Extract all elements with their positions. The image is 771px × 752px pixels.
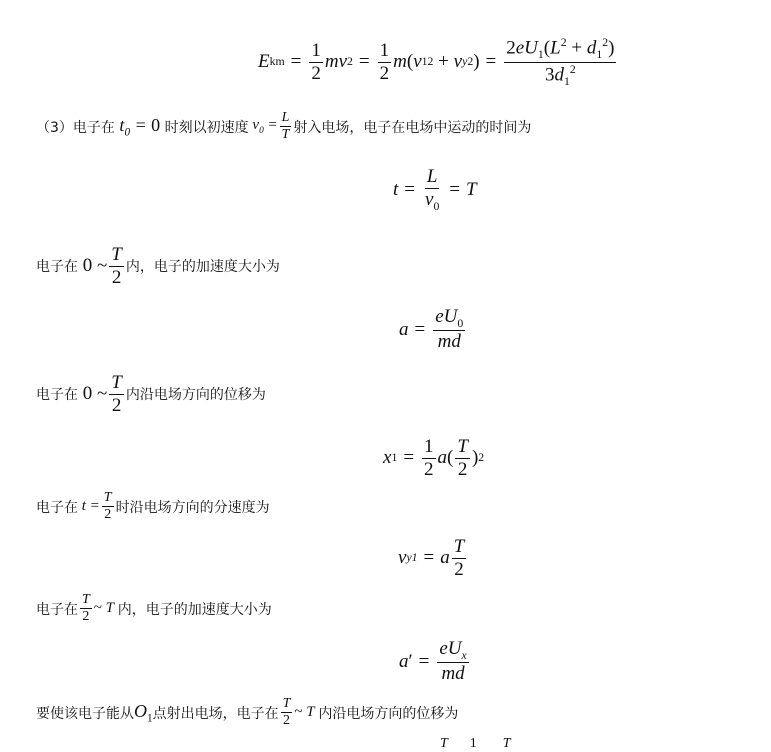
equation-displacement-x1: x 1 = $\frac{1}{2}$ a ( $\frac{T}{2}$ ) 2 (383, 436, 485, 480)
symbol-t0: $t_0 = 0$ (114, 114, 161, 139)
fraction-L-over-v0: $\frac{L}{v_0}$ (425, 166, 440, 213)
symbol-v0-eq: $v_0$ = (248, 117, 278, 137)
fraction-half: $\frac{1}{2}$ (379, 39, 390, 84)
text-segment: 射入电场，电子在电场中运动的时间为 (293, 119, 532, 136)
paragraph-part3 (36, 110, 531, 143)
text-segment: 内，电子的加速度大小为 (117, 601, 272, 618)
symbol-t-eq: t = (78, 498, 100, 515)
paragraph-velocity-at-half-T (36, 490, 270, 523)
symbol-tilde-T: ~ T (294, 704, 315, 721)
fraction-T-over-2: $\frac{T}{2}$ (282, 696, 291, 729)
fraction-half: $\frac{1}{2}$ (311, 39, 321, 84)
text-segment: 内，电子的加速度大小为 (125, 259, 280, 276)
equation-velocity-vy1: v y1 = a $\frac{T}{2}$ (398, 536, 465, 580)
fraction-T-over-2: $\frac{T}{2}$ (111, 244, 122, 288)
text-segment: 电子在 (36, 499, 78, 516)
text-segment: 电子在 (36, 601, 78, 618)
equation-acceleration-prime: a ′ = $\frac{eU_x}{md}$ (399, 638, 467, 685)
equation-acceleration: a = $\frac{eU_0}{md}$ (399, 306, 464, 353)
fraction-eUx-over-md: $\frac{eU_x}{md}$ (439, 638, 467, 685)
fraction-half: $\frac{1}{2}$ (424, 436, 434, 480)
fraction-T-over-2: $\frac{T}{2}$ (453, 536, 465, 580)
text-segment: 电子在 (36, 259, 78, 276)
text-segment: 内沿电场方向的位移为 (125, 387, 266, 404)
symbol-zero-tilde: 0 ~ (78, 383, 108, 405)
text-segment: 电子在 (72, 119, 115, 136)
symbol-tilde-T: ~ T (93, 600, 115, 617)
text-segment: 时刻以初速度 (164, 119, 249, 136)
fraction-T-over-2: $\frac{T}{2}$ (82, 592, 90, 625)
equation-time: t = $\frac{L}{v_0}$ = T (393, 166, 477, 213)
fraction-L-over-T: $\frac{L}{T}$ (281, 110, 290, 143)
text-segment: 要使该电子能从 (36, 705, 134, 722)
fraction-T-over-2: $\frac{T}{2}$ (103, 490, 112, 523)
symbol-zero-tilde: 0 ~ (78, 255, 108, 277)
text-segment: 内沿电场方向的位移为 (318, 705, 459, 722)
equation-kinetic-energy: E km = $\frac{1}{2}$ mv 2 = $\frac{1}{2}$ m ( v 1 2 + v y 2 ) = $\frac{2eU_1(L^2 + d_1^2)}{3d_1^2}$ (258, 36, 615, 88)
text-segment: 电子在 (36, 387, 78, 404)
fraction-T-over-2: $\frac{T}{2}$ (457, 436, 468, 480)
equation-partial-cutoff: T 1 T (440, 736, 511, 751)
text-segment: 点射出电场，电子在 (152, 705, 279, 722)
paragraph-exit-condition (36, 696, 458, 729)
text-segment: 时沿电场方向的分速度为 (115, 499, 270, 516)
part-label: （3） (36, 119, 73, 136)
symbol-O1: $O_1$ (134, 700, 153, 725)
paragraph-acceleration-second-half (36, 592, 272, 625)
fraction-T-over-2: $\frac{T}{2}$ (111, 372, 122, 416)
fraction-energy-result: $\frac{2eU_1(L^2 + d_1^2)}{3d_1^2}$ (506, 36, 615, 88)
paragraph-displacement-first-half (36, 372, 266, 417)
paragraph-acceleration-first-half (36, 244, 280, 289)
fraction-eU0-over-md: $\frac{eU_0}{md}$ (435, 306, 464, 353)
